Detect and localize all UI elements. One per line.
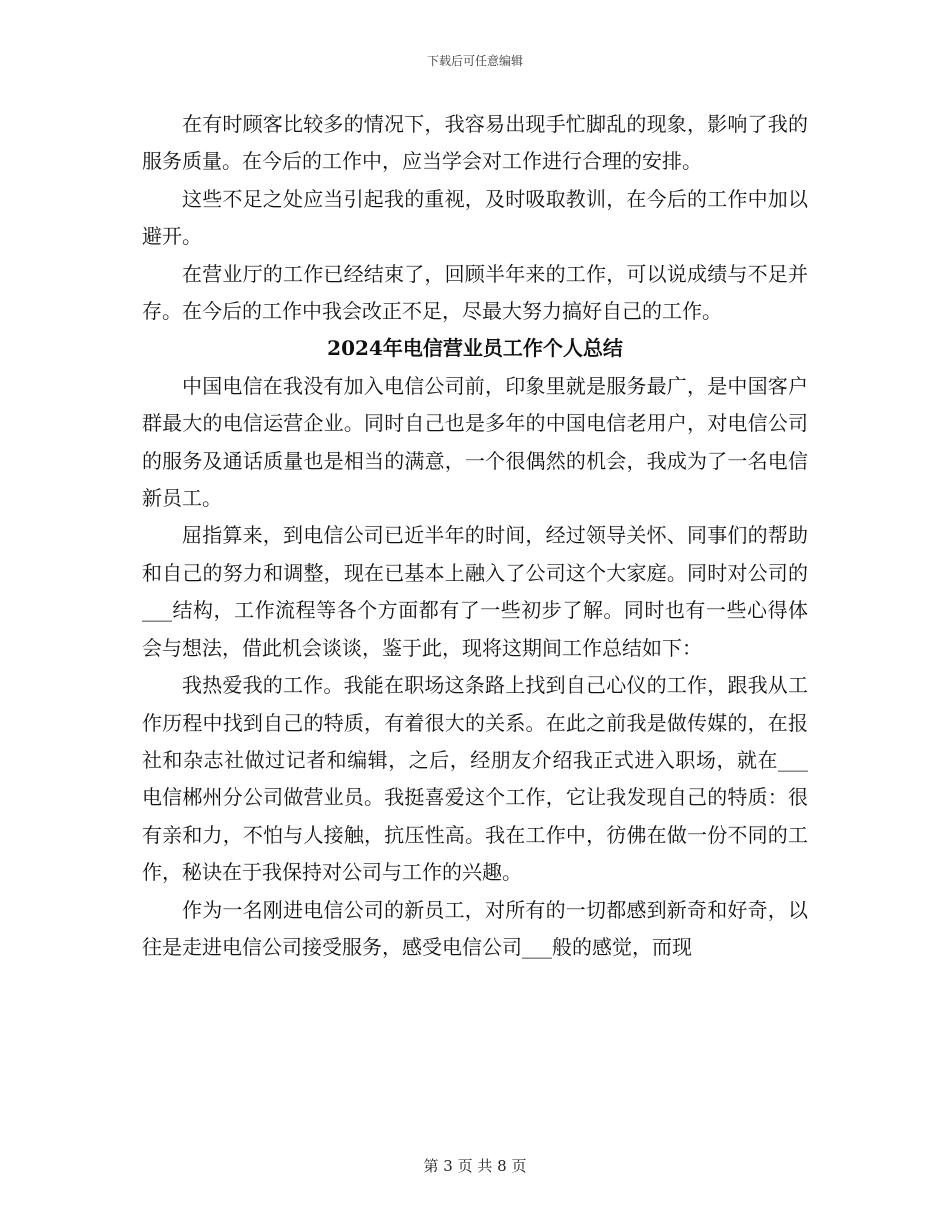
page-header-note: 下载后可任意编辑 (426, 54, 523, 68)
page-number-footer: 第 3 页 共 8 页 (423, 1157, 527, 1175)
paragraph: 在有时顾客比较多的情况下，我容易出现手忙脚乱的现象，影响了我的服务质量。在今后的工作中，应当学会对工作进行合理的安排。 (142, 112, 808, 174)
document-body (142, 106, 808, 966)
paragraph: 中国电信在我没有加入电信公司前，印象里就是服务最广，是中国客户群最大的电信运营企业。同时自己也是多年的中国电信老用户，对电信公司的服务及通话质量也是相当的满意，一个很偶然的机会，我成为了一名电信新员工。 (142, 373, 808, 511)
paragraph: 这些不足之处应当引起我的重视，及时吸取教训，在今后的工作中加以避开。 (142, 186, 808, 249)
paragraph: 作为一名刚进电信公司的新员工，对所有的一切都感到新奇和好奇，以往是走进电信公司接受服务，感受电信公司___般的感觉，而现 (142, 897, 808, 959)
section-title: 2024年电信营业员工作个人总结 (327, 336, 623, 361)
paragraph: 在营业厅的工作已经结束了，回顾半年来的工作，可以说成绩与不足并存。在今后的工作中我会改正不足，尽最大努力搞好自己的工作。 (142, 261, 808, 324)
paragraph: 我热爱我的工作。我能在职场这条路上找到自己心仪的工作，跟我从工作历程中找到自己的特质，有着很大的关系。在此之前我是做传媒的，在报社和杂志社做过记者和编辑，之后，经朋友介绍我正式进入职场，就在___电信郴州分公司做营业员。我挺喜爱这个工作，它让我发现自己的特质：很有亲和力，不怕与人接触，抗压性高。我在工作中，彷佛在做一份不同的工作，秘诀在于我保持对公司与工作的兴趣。 (142, 673, 808, 885)
paragraph: 屈指算来，到电信公司已近半年的时间，经过领导关怀、同事们的帮助和自己的努力和调整，现在已基本上融入了公司这个大家庭。同时对公司的___结构，工作流程等各个方面都有了一些初步了解。同时也有一些心得体会与想法，借此机会谈谈，鉴于此，现将这期间工作总结如下： (142, 523, 808, 660)
